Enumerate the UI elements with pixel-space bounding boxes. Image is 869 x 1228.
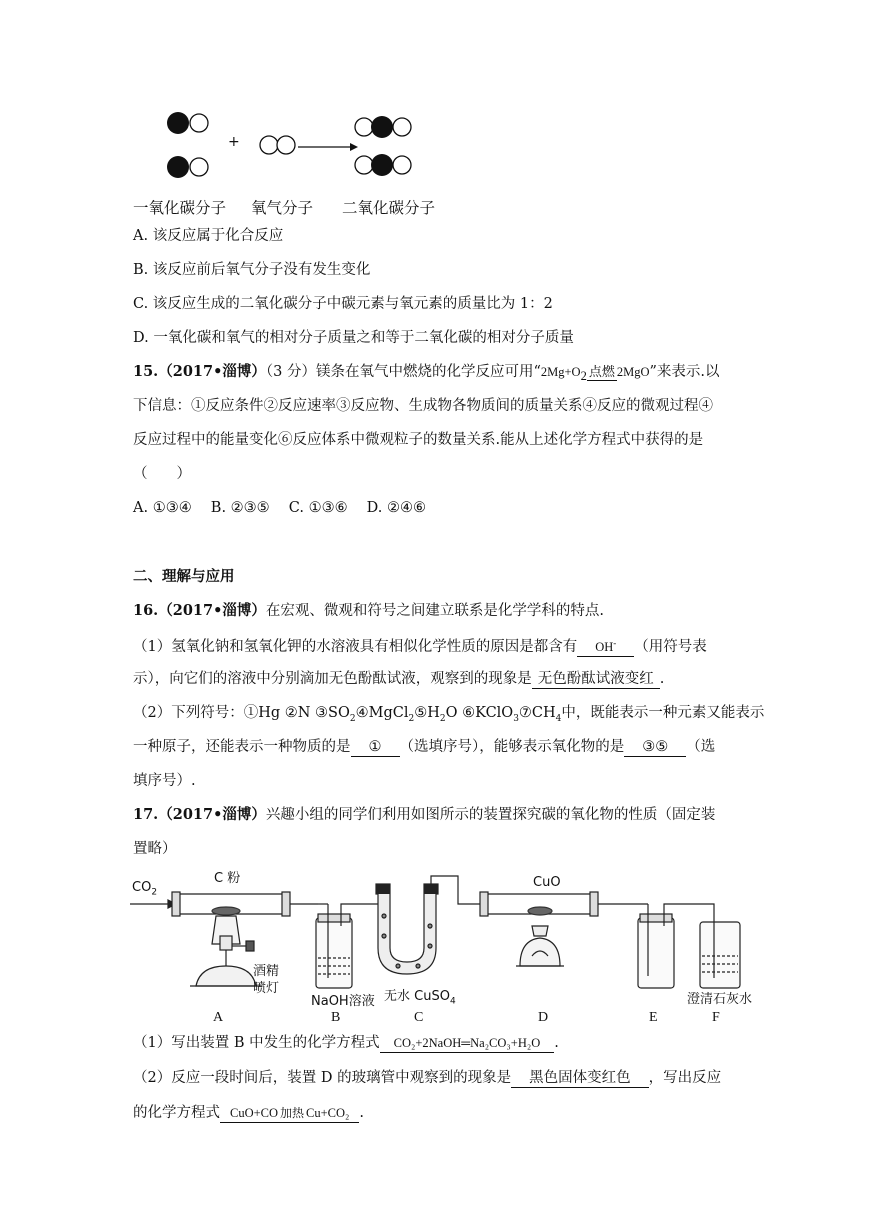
q17-part2-line2: 的化学方程式 CuO+CO 加热 Cu+CO₂ . [133,1105,365,1121]
co-molecule-top [167,112,208,134]
apparatus-letter-c: C [414,1010,424,1025]
o2-molecule [260,136,295,154]
q17-part2-line1: （2）反应一段时间后，装置 D 的玻璃管中观察到的现象是 黑色固体变红色 ，写出反应 [133,1070,722,1086]
q16-p1d: . [659,671,665,687]
q15-number: 15. [133,363,159,380]
lamp-label-2: 喷灯 [253,981,280,996]
reaction-molecule-diagram [130,105,450,190]
apparatus-letter-d: D [538,1010,549,1025]
q14-option-a: A. 该反应属于化合反应 [133,228,284,244]
q17-answer-equation-d: CuO+CO 加热 Cu+CO₂ [220,1105,359,1123]
q16-answer-oh: OH- [577,635,634,657]
co-molecule-label: 一氧化碳分子 [133,199,227,217]
q16-part2-line3: 填序号）. [133,773,196,789]
co2-molecule-top [355,116,411,138]
q16-answer-phenomenon: 无色酚酞试液变红 [532,671,660,689]
limewater-label: 澄清石灰水 [687,992,753,1007]
q15-stem-line4: （ ） [133,466,191,482]
q16-part1-line1 [133,635,707,657]
q17-part1: （1）写出装置 B 中发生的化学方程式 CO₂+2NaOH═Na₂CO₃+H₂O . [133,1035,559,1051]
q16-part2-line2: 一种原子，还能表示一种物质的是 ① （选填序号），能够表示氧化物的是 ③⑤ （选 [133,739,716,755]
q15-eq-left: 2Mg+O [540,365,581,379]
naoh-label: NaOH溶液 [311,994,375,1009]
q17-answer-equation-b: CO₂+2NaOH═Na₂CO₃+H₂O [380,1035,555,1053]
q15-condition: 点燃 [588,365,615,380]
q17-stem-text: 兴趣小组的同学们利用如图所示的装置探究碳的氧化物的性质（固定装 [265,807,716,823]
co2-molecule-label: 二氧化碳分子 [342,199,436,217]
q17-source: （2017•淄博） [158,806,266,823]
q16-stem [133,601,604,621]
o2-molecule-label: 氧气分子 [251,199,314,217]
lamp-label-1: 酒精 [253,964,280,979]
q16-number: 16. [133,602,159,619]
co2-inlet-label: $CO_2$ [132,880,158,898]
q16-source: （2017•淄博） [158,602,266,619]
q15-intro-end: ”来表示.以 [649,364,720,380]
q14-option-d: D. 一氧化碳和氧气的相对分子质量之和等于二氧化碳的相对分子质量 [133,330,574,346]
q16-p1b: （用符号表 [634,639,707,656]
q16-answer-oxide: ③⑤ [624,739,686,757]
q15-stem-line1 [133,362,720,386]
q15-eq-sub: 2 [580,368,587,383]
c-powder-label: C 粉 [214,871,241,886]
q16-p1c: 示），向它们的溶液中分别滴加无色酚酞试液，观察到的现象是 [133,671,532,687]
co-molecule-bottom [167,156,208,178]
apparatus-letter-f: F [712,1010,720,1025]
apparatus-letter-a: A [213,1010,224,1025]
q17-stem [133,805,715,825]
co2-molecule-bottom [355,154,411,176]
q16-part1-line2 [133,669,664,689]
q14-option-b: B. 该反应前后氧气分子没有发生变化 [133,262,371,278]
q17-number: 17. [133,806,159,823]
q16-stem-text: 在宏观、微观和符号之间建立联系是化学学科的特点. [265,603,604,619]
q15-options: A. ①③④ B. ②③⑤ C. ①③⑥ D. ②④⑥ [133,500,427,516]
apparatus-letter-e: E [649,1010,658,1025]
q15-eq-right: 2MgO [616,365,650,379]
q16-part2-line1: （2）下列符号：①Hg ②N $③SO_2④MgCl_2⑤H_2O$ $⑥KClO_3⑦CH_4$中，既能表示一种元素又能表示 [133,705,765,724]
q16-p1a: （1）氢氧化钠和氢氧化钾的水溶液具有相似化学性质的原因是都含有 [133,639,578,656]
cuso4-label: 无水 CuSO$_4$ [384,989,456,1007]
q15-intro: （3 分）镁条在氧气中燃烧的化学反应可用“ [265,364,541,380]
q15-stem-line2: 下信息：①反应条件②反应速率③反应物、生成物各物质间的质量关系④反应的微观过程④ [133,398,713,414]
q15-source: （2017•淄博） [158,363,266,380]
cuo-label: CuO [533,875,561,890]
q14-option-c: C. 该反应生成的二氧化碳分子中碳元素与氧元素的质量比为 1：2 [133,296,553,312]
q15-stem-line3: 反应过程中的能量变化⑥反应体系中微观粒子的数量关系.能从上述化学方程式中获得的是 [133,432,704,448]
apparatus-letter-b: B [331,1010,341,1025]
plus-sign: + [228,134,240,150]
q17-answer-phenomenon: 黑色固体变红色 [511,1070,649,1088]
q17-stem-line2: 置略） [133,841,177,857]
section-title: 二、理解与应用 [133,568,235,585]
reaction-arrow [298,143,358,151]
q16-answer-element: ① [351,739,400,757]
